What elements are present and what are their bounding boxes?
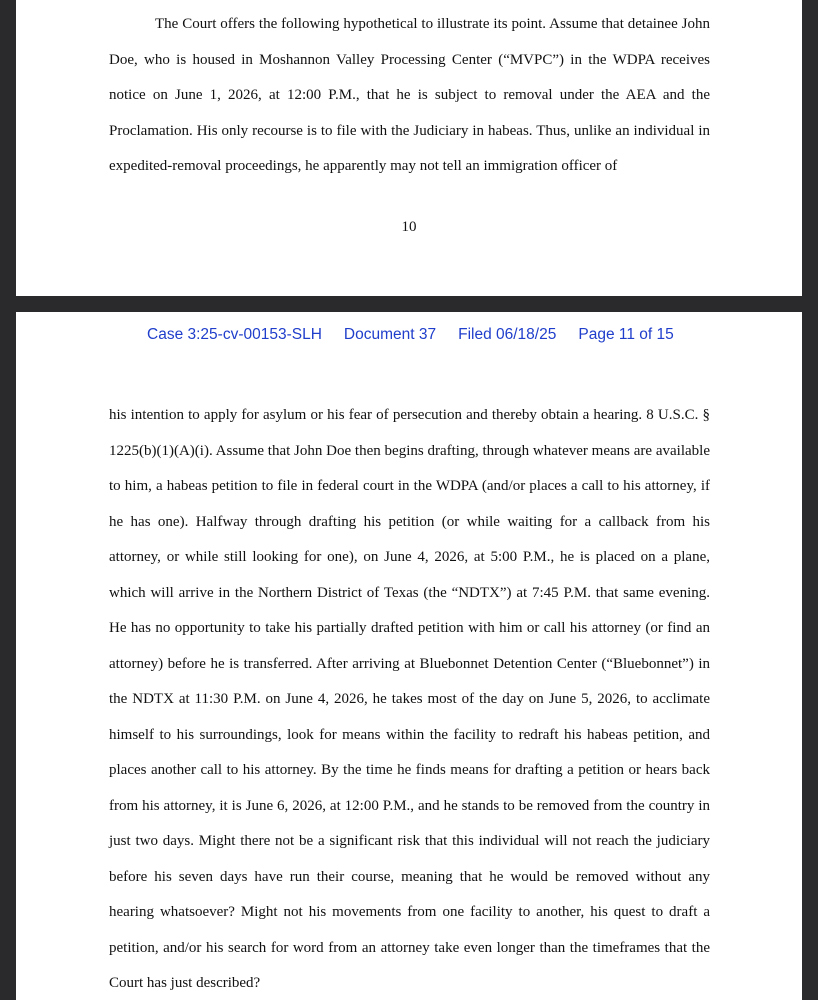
page-count: Page 11 of 15 bbox=[578, 326, 674, 343]
page-10 bbox=[16, 0, 802, 296]
page-11 bbox=[16, 312, 802, 1000]
document-number: Document 37 bbox=[343, 326, 437, 343]
paragraph-hypothetical-continued: his intention to apply for asylum or his fear of persecution and thereby obtain a hearing. 8 U.S.C. § 1225(b)(1)(A)(i). Assume that John Doe then begins drafting, through whatever means are available to him, a habeas petition to file in federal court in the WDPA (and/or places a call to his attorney, if he has one). Halfway through drafting his petition (or while waiting for a callback from his attorney, or while still looking for one), on June 4, 2026, at 5:00 P.M., he is placed on a plane, which will arrive in the Northern District of Texas (the “NDTX”) at 7:45 P.M. that same evening. He has no opportunity to take his partially drafted petition with him or call his attorney (or find an attorney) before he is transferred. After arriving at Bluebonnet Detention Center (“Bluebonnet”) in the NDTX at 11:30 P.M. on June 4, 2026, he takes most of the day on June 5, 2026, to acclimate himself to his surroundings, look for means within the facility to redraft his habeas petition, and places another call to his attorney. By the time he finds means for drafting a petition or hears back from his attorney, it is June 6, 2026, at 12:00 P.M., and he stands to be removed from the country in just two days. Might there not be a significant risk that this individual will not reach the judiciary before his seven days have run their course, meaning that he would be removed without any hearing whatsoever? Might not his movements from one facility to another, his quest to draft a petition, and/or his search for word from an attorney take even longer than the timeframes that the Court has just described? bbox=[109, 407, 710, 991]
filed-date: Filed 06/18/25 bbox=[458, 326, 557, 343]
case-number: Case 3:25-cv-00153-SLH bbox=[147, 326, 322, 343]
case-header bbox=[147, 326, 674, 344]
paragraph-hypothetical-start: The Court offers the following hypothetical to illustrate its point. Assume that detainee John Doe, who is housed in Moshannon Valley Processing Center (“MVPC”) in the WDPA receives notice on June 1, 2026, at 12:00 P.M., that he is subject to removal under the AEA and the Proclamation. His only recourse is to file with the Judiciary in habeas. Thus, unlike an individual in expedited-removal proceedings, he apparently may not tell an immigration officer of bbox=[109, 16, 710, 175]
page-number: 10 bbox=[401, 219, 417, 235]
